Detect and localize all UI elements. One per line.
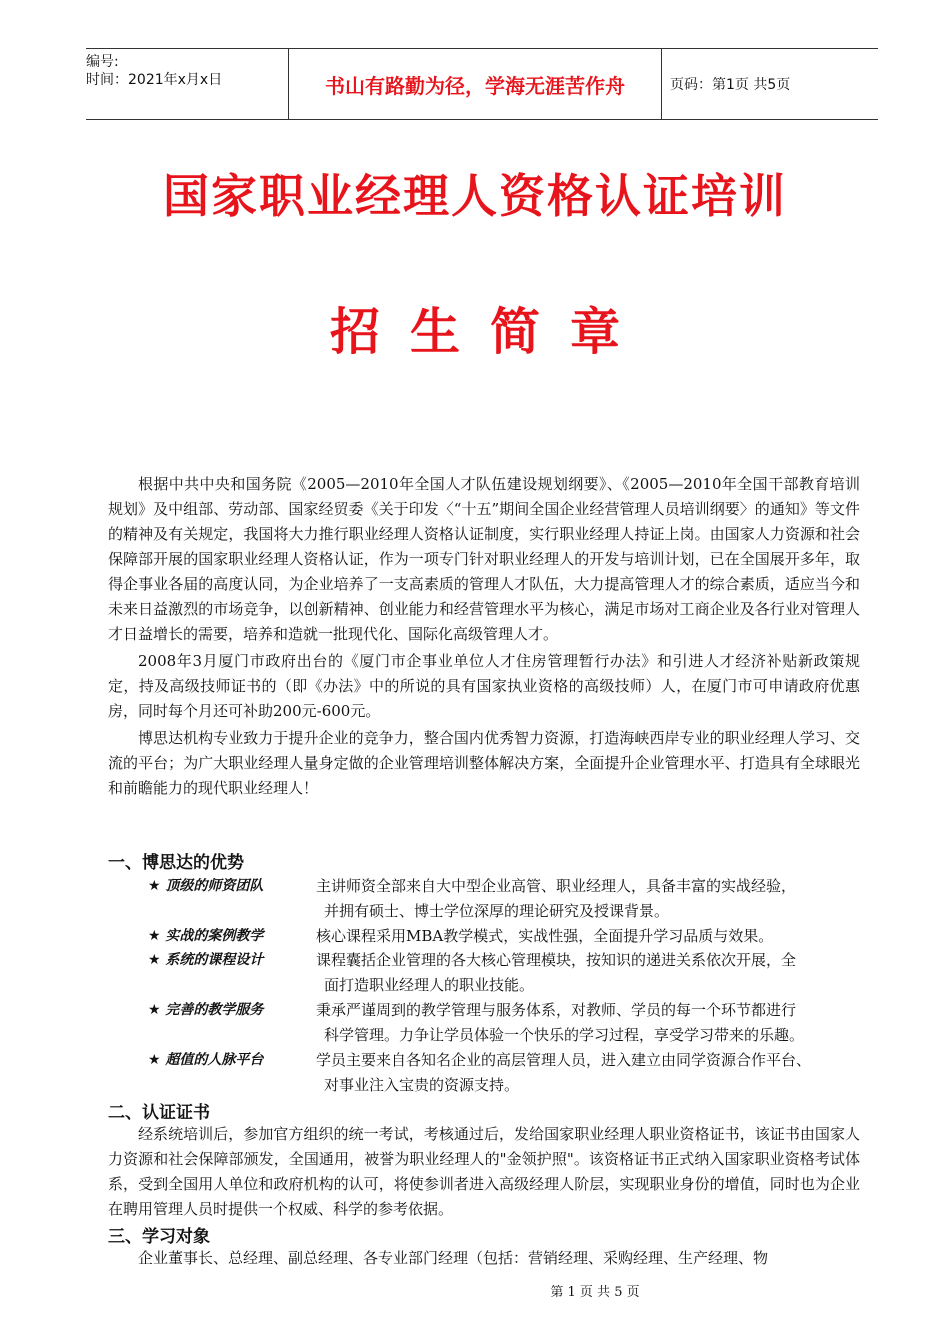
advantage-item — [148, 874, 860, 924]
section-heading-advantages: 一、博思达的优势 — [108, 853, 244, 873]
page-footer: 第 1 页 共 5 页 — [550, 1285, 640, 1300]
advantage-key: ★ 超值的人脉平台 — [148, 1052, 264, 1068]
advantage-text: 主讲师资全部来自大中型企业高管、职业经理人，具备丰富的实战经验， — [316, 877, 797, 895]
advantage-text: 学员主要来自各知名企业的高层管理人员，进入建立由同学资源合作平台、 — [316, 1051, 812, 1069]
advantage-text: 秉承严谨周到的教学管理与服务体系，对教师、学员的每一个环节都进行 — [316, 1001, 797, 1019]
advantage-text: 科学管理。力争让学员体验一个快乐的学习过程，享受学习带来的乐趣。 — [324, 1026, 805, 1044]
advantage-key: ★ 系统的课程设计 — [148, 952, 264, 968]
advantage-text: 面打造职业经理人的职业技能。 — [324, 976, 535, 994]
intro-paragraph: 2008年3月厦门市政府出台的《厦门市企事业单位人才住房管理暂行办法》和引进人才经济补贴新政策规定，持及高级技师证书的（即《办法》中的所说的具有国家执业资格的高级技师）人，在厦门市可申请政府优惠房，同时每个月还可补助200元-600元。 — [108, 652, 860, 720]
document-title: 国家职业经理人资格认证培训 — [163, 169, 787, 223]
document-number: 编号: — [86, 54, 119, 70]
page-header — [86, 48, 878, 120]
section-heading-audience: 三、学习对象 — [108, 1227, 210, 1247]
intro-paragraph: 博思达机构专业致力于提升企业的竞争力，整合国内优秀智力资源，打造海峡西岸专业的职业经理人学习、交流的平台；为广大职业经理人量身定做的企业管理培训整体解决方案，全面提升企业管理水平、打造具有全球眼光和前瞻能力的现代职业经理人！ — [108, 729, 860, 797]
intro-body — [108, 472, 860, 801]
advantage-key: ★ 完善的教学服务 — [148, 1002, 264, 1018]
audience-paragraph: 企业董事长、总经理、副总经理、各专业部门经理（包括：营销经理、采购经理、生产经理、物 — [138, 1249, 769, 1267]
advantage-key: ★ 顶级的师资团队 — [148, 878, 264, 894]
certificate-paragraph: 经系统培训后，参加官方组织的统一考试，考核通过后，发给国家职业经理人职业资格证书，该证书由国家人力资源和社会保障部颁发，全国通用，被誉为职业经理人的"金领护照"。该资格证书正式纳入国家职业资格考试体系，受到全国用人单位和政府机构的认可，将使参训者进入高级经理人阶层，实现职业身份的增值，同时也为企业在聘用管理人员时提供一个权威、科学的参考依据。 — [108, 1125, 860, 1218]
advantage-item — [148, 1048, 860, 1098]
advantage-item — [148, 924, 860, 949]
advantage-text: 课程囊括企业管理的各大核心管理模块，按知识的递进关系依次开展，全 — [316, 951, 797, 969]
advantage-key: ★ 实战的案例教学 — [148, 928, 264, 944]
advantage-text: 核心课程采用MBA教学模式，实战性强，全面提升学习品质与效果。 — [316, 927, 774, 945]
advantage-item — [148, 948, 860, 998]
intro-paragraph: 根据中共中央和国务院《2005—2010年全国人才队伍建设规划纲要》、《2005—2010年全国干部教育培训规划》及中组部、劳动部、国家经贸委《关于印发〈“十五”期间全国企业经营管理人员培训纲要〉的通知》等文件的精神及有关规定，我国将大力推行职业经理人资格认证制度，实行职业经理人持证上岗。由国家人力资源和社会保障部开展的国家职业经理人资格认证，作为一项专门针对职业经理人的开发与培训计划，已在全国展开多年，取得企事业各届的高度认同，为企业培养了一支高素质的管理人才队伍，大力提高管理人才的综合素质，适应当今和未来日益激烈的市场竞争，以创新精神、创业能力和经营管理水平为核心，满足市场对工商企业及各行业对管理人才日益增长的需要，培养和造就一批现代化、国际化高级管理人才。 — [108, 475, 860, 643]
advantage-text: 对事业注入宝贵的资源支持。 — [324, 1076, 520, 1094]
header-motto: 书山有路勤为径，学海无涯苦作舟 — [288, 49, 662, 119]
document-time: 时间：2021年x月x日 — [86, 72, 223, 88]
header-page-number: 页码：第1页 共5页 — [670, 77, 791, 93]
header-meta — [86, 49, 286, 123]
document-subtitle: 招生简章 — [330, 302, 650, 361]
advantage-item — [148, 998, 860, 1048]
section-heading-certificate: 二、认证证书 — [108, 1103, 210, 1123]
advantage-text: 并拥有硕士、博士学位深厚的理论研究及授课背景。 — [324, 902, 670, 920]
